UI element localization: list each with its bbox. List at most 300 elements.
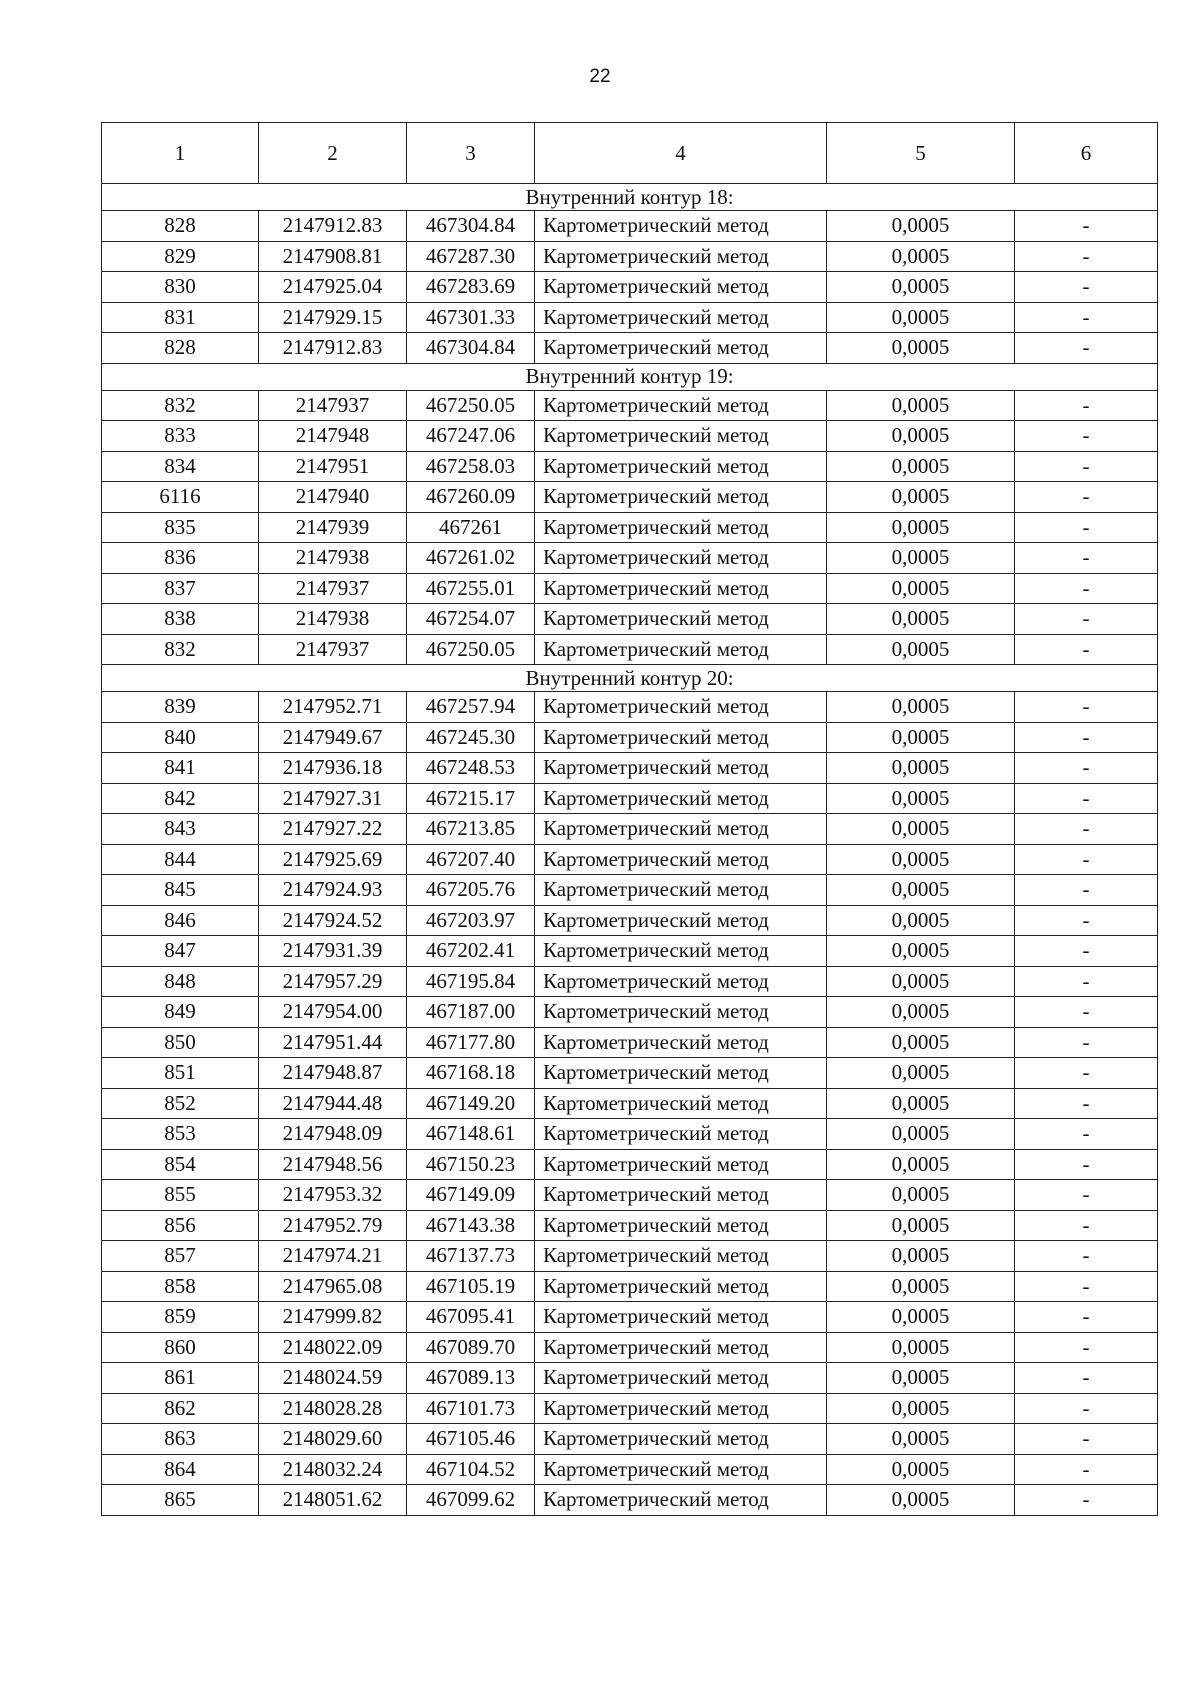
- point-number-cell: 833: [102, 421, 259, 452]
- description-cell: -: [1015, 451, 1158, 482]
- accuracy-cell: 0,0005: [827, 1180, 1015, 1211]
- point-number-cell: 848: [102, 966, 259, 997]
- column-header: 4: [535, 123, 827, 184]
- accuracy-cell: 0,0005: [827, 1149, 1015, 1180]
- point-number-cell: 831: [102, 302, 259, 333]
- accuracy-cell: 0,0005: [827, 814, 1015, 845]
- x-coordinate-cell: 2147954.00: [259, 997, 407, 1028]
- x-coordinate-cell: 2147927.22: [259, 814, 407, 845]
- accuracy-cell: 0,0005: [827, 482, 1015, 513]
- method-cell: Картометрический метод: [535, 211, 827, 242]
- x-coordinate-cell: 2147929.15: [259, 302, 407, 333]
- point-number-cell: 838: [102, 604, 259, 635]
- y-coordinate-cell: 467168.18: [407, 1058, 535, 1089]
- table-row: [102, 1363, 1158, 1394]
- y-coordinate-cell: 467283.69: [407, 272, 535, 303]
- table-row: [102, 421, 1158, 452]
- table-row: [102, 692, 1158, 723]
- point-number-cell: 829: [102, 241, 259, 272]
- y-coordinate-cell: 467207.40: [407, 844, 535, 875]
- method-cell: Картометрический метод: [535, 573, 827, 604]
- method-cell: Картометрический метод: [535, 1424, 827, 1455]
- description-cell: -: [1015, 1210, 1158, 1241]
- method-cell: Картометрический метод: [535, 1485, 827, 1516]
- point-number-cell: 836: [102, 543, 259, 574]
- accuracy-cell: 0,0005: [827, 390, 1015, 421]
- x-coordinate-cell: 2147940: [259, 482, 407, 513]
- method-cell: Картометрический метод: [535, 1149, 827, 1180]
- point-number-cell: 832: [102, 390, 259, 421]
- y-coordinate-cell: 467104.52: [407, 1454, 535, 1485]
- y-coordinate-cell: 467287.30: [407, 241, 535, 272]
- description-cell: -: [1015, 1119, 1158, 1150]
- method-cell: Картометрический метод: [535, 1058, 827, 1089]
- point-number-cell: 850: [102, 1027, 259, 1058]
- accuracy-cell: 0,0005: [827, 1485, 1015, 1516]
- y-coordinate-cell: 467245.30: [407, 722, 535, 753]
- table-row: [102, 1393, 1158, 1424]
- description-cell: -: [1015, 573, 1158, 604]
- y-coordinate-cell: 467215.17: [407, 783, 535, 814]
- x-coordinate-cell: 2147937: [259, 634, 407, 665]
- x-coordinate-cell: 2147974.21: [259, 1241, 407, 1272]
- point-number-cell: 839: [102, 692, 259, 723]
- y-coordinate-cell: 467187.00: [407, 997, 535, 1028]
- method-cell: Картометрический метод: [535, 1210, 827, 1241]
- section-title: Внутренний контур 18:: [102, 184, 1158, 211]
- accuracy-cell: 0,0005: [827, 1424, 1015, 1455]
- table-row: [102, 451, 1158, 482]
- description-cell: -: [1015, 966, 1158, 997]
- x-coordinate-cell: 2147924.93: [259, 875, 407, 906]
- y-coordinate-cell: 467148.61: [407, 1119, 535, 1150]
- accuracy-cell: 0,0005: [827, 966, 1015, 997]
- table-row: [102, 604, 1158, 635]
- description-cell: -: [1015, 936, 1158, 967]
- table-row: [102, 1332, 1158, 1363]
- method-cell: Картометрический метод: [535, 936, 827, 967]
- description-cell: -: [1015, 211, 1158, 242]
- description-cell: -: [1015, 1485, 1158, 1516]
- point-number-cell: 832: [102, 634, 259, 665]
- accuracy-cell: 0,0005: [827, 753, 1015, 784]
- method-cell: Картометрический метод: [535, 634, 827, 665]
- table-row: [102, 997, 1158, 1028]
- method-cell: Картометрический метод: [535, 875, 827, 906]
- y-coordinate-cell: 467304.84: [407, 333, 535, 364]
- accuracy-cell: 0,0005: [827, 241, 1015, 272]
- point-number-cell: 859: [102, 1302, 259, 1333]
- accuracy-cell: 0,0005: [827, 1393, 1015, 1424]
- x-coordinate-cell: 2147925.69: [259, 844, 407, 875]
- x-coordinate-cell: 2147925.04: [259, 272, 407, 303]
- accuracy-cell: 0,0005: [827, 634, 1015, 665]
- section-header-row: [102, 363, 1158, 390]
- method-cell: Картометрический метод: [535, 966, 827, 997]
- table-row: [102, 1241, 1158, 1272]
- accuracy-cell: 0,0005: [827, 333, 1015, 364]
- point-number-cell: 841: [102, 753, 259, 784]
- table-row: [102, 1149, 1158, 1180]
- method-cell: Картометрический метод: [535, 272, 827, 303]
- method-cell: Картометрический метод: [535, 543, 827, 574]
- x-coordinate-cell: 2147927.31: [259, 783, 407, 814]
- table-row: [102, 1485, 1158, 1516]
- method-cell: Картометрический метод: [535, 1271, 827, 1302]
- y-coordinate-cell: 467177.80: [407, 1027, 535, 1058]
- point-number-cell: 855: [102, 1180, 259, 1211]
- x-coordinate-cell: 2148029.60: [259, 1424, 407, 1455]
- x-coordinate-cell: 2148051.62: [259, 1485, 407, 1516]
- coordinates-table: [101, 122, 1158, 1516]
- y-coordinate-cell: 467261.02: [407, 543, 535, 574]
- method-cell: Картометрический метод: [535, 604, 827, 635]
- point-number-cell: 864: [102, 1454, 259, 1485]
- y-coordinate-cell: 467254.07: [407, 604, 535, 635]
- description-cell: -: [1015, 634, 1158, 665]
- method-cell: Картометрический метод: [535, 844, 827, 875]
- x-coordinate-cell: 2147965.08: [259, 1271, 407, 1302]
- point-number-cell: 840: [102, 722, 259, 753]
- table-row: [102, 1302, 1158, 1333]
- x-coordinate-cell: 2147912.83: [259, 211, 407, 242]
- x-coordinate-cell: 2147937: [259, 390, 407, 421]
- x-coordinate-cell: 2147908.81: [259, 241, 407, 272]
- x-coordinate-cell: 2147939: [259, 512, 407, 543]
- description-cell: -: [1015, 997, 1158, 1028]
- method-cell: Картометрический метод: [535, 482, 827, 513]
- description-cell: -: [1015, 302, 1158, 333]
- table-row: [102, 302, 1158, 333]
- table-row: [102, 1454, 1158, 1485]
- table-row: [102, 272, 1158, 303]
- accuracy-cell: 0,0005: [827, 211, 1015, 242]
- accuracy-cell: 0,0005: [827, 272, 1015, 303]
- table-row: [102, 390, 1158, 421]
- description-cell: -: [1015, 1058, 1158, 1089]
- description-cell: -: [1015, 1393, 1158, 1424]
- x-coordinate-cell: 2147936.18: [259, 753, 407, 784]
- point-number-cell: 865: [102, 1485, 259, 1516]
- table-row: [102, 241, 1158, 272]
- point-number-cell: 842: [102, 783, 259, 814]
- x-coordinate-cell: 2147951.44: [259, 1027, 407, 1058]
- accuracy-cell: 0,0005: [827, 844, 1015, 875]
- table-row: [102, 573, 1158, 604]
- point-number-cell: 856: [102, 1210, 259, 1241]
- y-coordinate-cell: 467089.13: [407, 1363, 535, 1394]
- accuracy-cell: 0,0005: [827, 1058, 1015, 1089]
- accuracy-cell: 0,0005: [827, 1271, 1015, 1302]
- y-coordinate-cell: 467258.03: [407, 451, 535, 482]
- x-coordinate-cell: 2147948: [259, 421, 407, 452]
- x-coordinate-cell: 2147952.79: [259, 1210, 407, 1241]
- table-row: [102, 722, 1158, 753]
- description-cell: -: [1015, 241, 1158, 272]
- method-cell: Картометрический метод: [535, 1454, 827, 1485]
- method-cell: Картометрический метод: [535, 390, 827, 421]
- description-cell: -: [1015, 1180, 1158, 1211]
- accuracy-cell: 0,0005: [827, 1302, 1015, 1333]
- y-coordinate-cell: 467257.94: [407, 692, 535, 723]
- accuracy-cell: 0,0005: [827, 1119, 1015, 1150]
- accuracy-cell: 0,0005: [827, 604, 1015, 635]
- method-cell: Картометрический метод: [535, 1180, 827, 1211]
- table-row: [102, 543, 1158, 574]
- column-header: 6: [1015, 123, 1158, 184]
- y-coordinate-cell: 467213.85: [407, 814, 535, 845]
- point-number-cell: 851: [102, 1058, 259, 1089]
- y-coordinate-cell: 467195.84: [407, 966, 535, 997]
- method-cell: Картометрический метод: [535, 302, 827, 333]
- table-row: [102, 482, 1158, 513]
- y-coordinate-cell: 467149.09: [407, 1180, 535, 1211]
- method-cell: Картометрический метод: [535, 451, 827, 482]
- y-coordinate-cell: 467150.23: [407, 1149, 535, 1180]
- accuracy-cell: 0,0005: [827, 997, 1015, 1028]
- point-number-cell: 846: [102, 905, 259, 936]
- method-cell: Картометрический метод: [535, 1363, 827, 1394]
- x-coordinate-cell: 2147948.87: [259, 1058, 407, 1089]
- y-coordinate-cell: 467247.06: [407, 421, 535, 452]
- section-header-row: [102, 184, 1158, 211]
- column-header: 2: [259, 123, 407, 184]
- table-row: [102, 783, 1158, 814]
- accuracy-cell: 0,0005: [827, 936, 1015, 967]
- accuracy-cell: 0,0005: [827, 421, 1015, 452]
- method-cell: Картометрический метод: [535, 783, 827, 814]
- table-row: [102, 1119, 1158, 1150]
- y-coordinate-cell: 467261: [407, 512, 535, 543]
- description-cell: -: [1015, 543, 1158, 574]
- table-row: [102, 634, 1158, 665]
- point-number-cell: 847: [102, 936, 259, 967]
- x-coordinate-cell: 2147944.48: [259, 1088, 407, 1119]
- description-cell: -: [1015, 1241, 1158, 1272]
- description-cell: -: [1015, 722, 1158, 753]
- accuracy-cell: 0,0005: [827, 722, 1015, 753]
- description-cell: -: [1015, 1363, 1158, 1394]
- table-row: [102, 1027, 1158, 1058]
- x-coordinate-cell: 2147949.67: [259, 722, 407, 753]
- table-row: [102, 936, 1158, 967]
- table-row: [102, 844, 1158, 875]
- point-number-cell: 845: [102, 875, 259, 906]
- table-row: [102, 875, 1158, 906]
- method-cell: Картометрический метод: [535, 814, 827, 845]
- section-title: Внутренний контур 19:: [102, 363, 1158, 390]
- method-cell: Картометрический метод: [535, 753, 827, 784]
- accuracy-cell: 0,0005: [827, 573, 1015, 604]
- table-body: [102, 184, 1158, 1516]
- description-cell: -: [1015, 604, 1158, 635]
- x-coordinate-cell: 2148028.28: [259, 1393, 407, 1424]
- accuracy-cell: 0,0005: [827, 512, 1015, 543]
- description-cell: -: [1015, 692, 1158, 723]
- y-coordinate-cell: 467260.09: [407, 482, 535, 513]
- description-cell: -: [1015, 1454, 1158, 1485]
- description-cell: -: [1015, 1424, 1158, 1455]
- accuracy-cell: 0,0005: [827, 1027, 1015, 1058]
- table-row: [102, 211, 1158, 242]
- section-header-row: [102, 665, 1158, 692]
- method-cell: Картометрический метод: [535, 905, 827, 936]
- method-cell: Картометрический метод: [535, 1119, 827, 1150]
- accuracy-cell: 0,0005: [827, 451, 1015, 482]
- y-coordinate-cell: 467089.70: [407, 1332, 535, 1363]
- y-coordinate-cell: 467143.38: [407, 1210, 535, 1241]
- table-row: [102, 1058, 1158, 1089]
- column-header: 3: [407, 123, 535, 184]
- description-cell: -: [1015, 421, 1158, 452]
- table-row: [102, 1271, 1158, 1302]
- description-cell: -: [1015, 1332, 1158, 1363]
- point-number-cell: 828: [102, 211, 259, 242]
- method-cell: Картометрический метод: [535, 1241, 827, 1272]
- point-number-cell: 835: [102, 512, 259, 543]
- point-number-cell: 830: [102, 272, 259, 303]
- x-coordinate-cell: 2147999.82: [259, 1302, 407, 1333]
- description-cell: -: [1015, 272, 1158, 303]
- point-number-cell: 834: [102, 451, 259, 482]
- table-row: [102, 1088, 1158, 1119]
- accuracy-cell: 0,0005: [827, 1363, 1015, 1394]
- accuracy-cell: 0,0005: [827, 302, 1015, 333]
- method-cell: Картометрический метод: [535, 421, 827, 452]
- point-number-cell: 849: [102, 997, 259, 1028]
- method-cell: Картометрический метод: [535, 722, 827, 753]
- point-number-cell: 837: [102, 573, 259, 604]
- x-coordinate-cell: 2147951: [259, 451, 407, 482]
- y-coordinate-cell: 467095.41: [407, 1302, 535, 1333]
- table-row: [102, 753, 1158, 784]
- table-row: [102, 333, 1158, 364]
- accuracy-cell: 0,0005: [827, 1454, 1015, 1485]
- column-header: 5: [827, 123, 1015, 184]
- x-coordinate-cell: 2147938: [259, 543, 407, 574]
- accuracy-cell: 0,0005: [827, 543, 1015, 574]
- accuracy-cell: 0,0005: [827, 1332, 1015, 1363]
- y-coordinate-cell: 467301.33: [407, 302, 535, 333]
- x-coordinate-cell: 2147938: [259, 604, 407, 635]
- description-cell: -: [1015, 1149, 1158, 1180]
- y-coordinate-cell: 467205.76: [407, 875, 535, 906]
- accuracy-cell: 0,0005: [827, 692, 1015, 723]
- point-number-cell: 844: [102, 844, 259, 875]
- point-number-cell: 861: [102, 1363, 259, 1394]
- description-cell: -: [1015, 875, 1158, 906]
- point-number-cell: 853: [102, 1119, 259, 1150]
- method-cell: Картометрический метод: [535, 1302, 827, 1333]
- table-row: [102, 905, 1158, 936]
- point-number-cell: 862: [102, 1393, 259, 1424]
- x-coordinate-cell: 2147948.09: [259, 1119, 407, 1150]
- method-cell: Картометрический метод: [535, 241, 827, 272]
- y-coordinate-cell: 467250.05: [407, 634, 535, 665]
- section-title: Внутренний контур 20:: [102, 665, 1158, 692]
- x-coordinate-cell: 2147924.52: [259, 905, 407, 936]
- x-coordinate-cell: 2147931.39: [259, 936, 407, 967]
- method-cell: Картометрический метод: [535, 1393, 827, 1424]
- method-cell: Картометрический метод: [535, 997, 827, 1028]
- description-cell: -: [1015, 333, 1158, 364]
- table-row: [102, 966, 1158, 997]
- description-cell: -: [1015, 390, 1158, 421]
- description-cell: -: [1015, 482, 1158, 513]
- y-coordinate-cell: 467137.73: [407, 1241, 535, 1272]
- x-coordinate-cell: 2147937: [259, 573, 407, 604]
- description-cell: -: [1015, 1027, 1158, 1058]
- method-cell: Картометрический метод: [535, 333, 827, 364]
- y-coordinate-cell: 467105.46: [407, 1424, 535, 1455]
- y-coordinate-cell: 467149.20: [407, 1088, 535, 1119]
- method-cell: Картометрический метод: [535, 1332, 827, 1363]
- coordinates-table-container: [101, 122, 1157, 1516]
- description-cell: -: [1015, 844, 1158, 875]
- point-number-cell: 828: [102, 333, 259, 364]
- x-coordinate-cell: 2147912.83: [259, 333, 407, 364]
- x-coordinate-cell: 2148022.09: [259, 1332, 407, 1363]
- point-number-cell: 852: [102, 1088, 259, 1119]
- method-cell: Картометрический метод: [535, 1027, 827, 1058]
- point-number-cell: 6116: [102, 482, 259, 513]
- description-cell: -: [1015, 512, 1158, 543]
- x-coordinate-cell: 2148032.24: [259, 1454, 407, 1485]
- description-cell: -: [1015, 783, 1158, 814]
- x-coordinate-cell: 2148024.59: [259, 1363, 407, 1394]
- x-coordinate-cell: 2147948.56: [259, 1149, 407, 1180]
- description-cell: -: [1015, 1088, 1158, 1119]
- method-cell: Картометрический метод: [535, 512, 827, 543]
- x-coordinate-cell: 2147953.32: [259, 1180, 407, 1211]
- accuracy-cell: 0,0005: [827, 783, 1015, 814]
- point-number-cell: 858: [102, 1271, 259, 1302]
- point-number-cell: 854: [102, 1149, 259, 1180]
- method-cell: Картометрический метод: [535, 692, 827, 723]
- y-coordinate-cell: 467202.41: [407, 936, 535, 967]
- accuracy-cell: 0,0005: [827, 1210, 1015, 1241]
- accuracy-cell: 0,0005: [827, 1088, 1015, 1119]
- point-number-cell: 863: [102, 1424, 259, 1455]
- y-coordinate-cell: 467250.05: [407, 390, 535, 421]
- accuracy-cell: 0,0005: [827, 1241, 1015, 1272]
- description-cell: -: [1015, 814, 1158, 845]
- y-coordinate-cell: 467099.62: [407, 1485, 535, 1516]
- y-coordinate-cell: 467255.01: [407, 573, 535, 604]
- y-coordinate-cell: 467203.97: [407, 905, 535, 936]
- accuracy-cell: 0,0005: [827, 905, 1015, 936]
- table-row: [102, 1180, 1158, 1211]
- table-row: [102, 814, 1158, 845]
- table-header-row: [102, 123, 1158, 184]
- y-coordinate-cell: 467101.73: [407, 1393, 535, 1424]
- x-coordinate-cell: 2147957.29: [259, 966, 407, 997]
- y-coordinate-cell: 467105.19: [407, 1271, 535, 1302]
- table-row: [102, 512, 1158, 543]
- x-coordinate-cell: 2147952.71: [259, 692, 407, 723]
- point-number-cell: 843: [102, 814, 259, 845]
- point-number-cell: 857: [102, 1241, 259, 1272]
- page-number: 22: [589, 66, 611, 87]
- point-number-cell: 860: [102, 1332, 259, 1363]
- description-cell: -: [1015, 905, 1158, 936]
- description-cell: -: [1015, 1302, 1158, 1333]
- y-coordinate-cell: 467248.53: [407, 753, 535, 784]
- description-cell: -: [1015, 1271, 1158, 1302]
- table-row: [102, 1424, 1158, 1455]
- accuracy-cell: 0,0005: [827, 875, 1015, 906]
- column-header: 1: [102, 123, 259, 184]
